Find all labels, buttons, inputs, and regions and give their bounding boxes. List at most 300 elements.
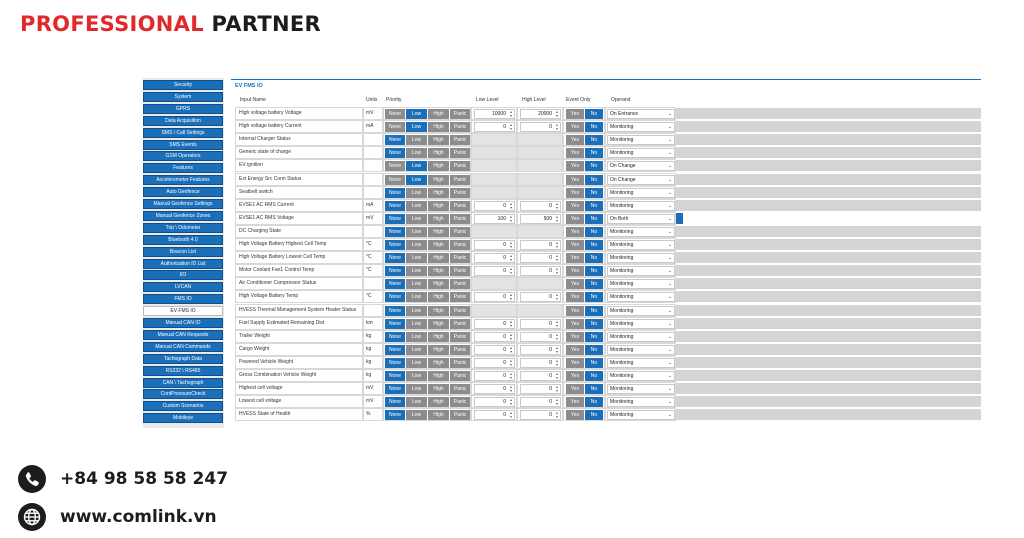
low-level-input[interactable]	[474, 109, 515, 119]
spinner-icon[interactable]: ▴ ▾	[509, 253, 512, 263]
sidebar-item-rs232-rs485[interactable]: RS232 \ RS485	[143, 366, 223, 376]
sidebar-item-gprs[interactable]: GPRS	[143, 104, 223, 114]
operand-cell	[605, 356, 676, 369]
sidebar-item-ev-fms-io[interactable]: EV FMS IO	[143, 306, 223, 316]
operand-select[interactable]	[607, 319, 675, 329]
units-cell: km	[363, 317, 383, 330]
operand-cell	[605, 317, 676, 330]
event-yes-button[interactable]: Yes	[566, 188, 584, 198]
operand-select[interactable]	[607, 135, 675, 145]
low-level-input[interactable]	[474, 266, 515, 276]
priority-low-button[interactable]: Low	[406, 161, 427, 171]
high-level-input[interactable]	[520, 253, 561, 263]
operand-select[interactable]	[607, 201, 675, 211]
event-only-selector	[563, 343, 605, 356]
priority-low-button[interactable]: Low	[406, 135, 427, 145]
operand-select[interactable]	[607, 161, 675, 171]
priority-none-button[interactable]: None	[385, 332, 405, 342]
priority-high-button[interactable]: High	[428, 279, 449, 289]
event-yes-button[interactable]: Yes	[566, 122, 584, 132]
event-yes-button[interactable]: Yes	[566, 266, 584, 276]
units-cell	[363, 159, 383, 172]
spinner-icon[interactable]: ▴ ▾	[555, 318, 558, 328]
spinner-icon[interactable]: ▴ ▾	[555, 384, 558, 394]
priority-selector	[383, 212, 471, 225]
sidebar-item-system[interactable]: System	[143, 92, 223, 102]
priority-none-button[interactable]: None	[385, 345, 405, 355]
low-level-input[interactable]	[474, 358, 515, 368]
priority-low-button[interactable]: Low	[406, 214, 427, 224]
priority-low-button[interactable]: Low	[406, 319, 427, 329]
event-no-button[interactable]: No	[585, 175, 603, 185]
sidebar-item-sms-events[interactable]: SMS Events	[143, 140, 223, 150]
chevron-down-icon: ⌄	[667, 320, 672, 327]
priority-panic-button[interactable]: Panic	[450, 109, 470, 119]
priority-low-button[interactable]: Low	[406, 332, 427, 342]
low-level-input[interactable]	[474, 397, 515, 407]
priority-low-button[interactable]: Low	[406, 253, 427, 263]
event-no-button[interactable]: No	[585, 371, 603, 381]
event-no-button[interactable]: No	[585, 240, 603, 250]
priority-high-button[interactable]: High	[428, 161, 449, 171]
event-only-selector	[563, 120, 605, 133]
low-level-input[interactable]	[474, 319, 515, 329]
priority-none-button[interactable]: None	[385, 292, 405, 302]
priority-high-button[interactable]: High	[428, 201, 449, 211]
event-only-selector	[563, 264, 605, 277]
spinner-icon[interactable]: ▴ ▾	[555, 371, 558, 380]
priority-panic-button[interactable]: Panic	[450, 253, 470, 263]
event-yes-button[interactable]: Yes	[566, 345, 584, 355]
spinner-icon[interactable]: ▴ ▾	[509, 292, 512, 302]
spinner-icon[interactable]: ▴ ▾	[555, 253, 558, 263]
priority-low-button[interactable]: Low	[406, 306, 427, 316]
priority-panic-button[interactable]: Panic	[450, 188, 470, 198]
operand-select[interactable]	[607, 410, 675, 420]
high-level-input[interactable]	[520, 266, 561, 276]
low-level-cell	[471, 343, 517, 356]
priority-high-button[interactable]: High	[428, 345, 449, 355]
sidebar-item-beacon-list[interactable]: Beacon List	[143, 247, 223, 257]
operand-select[interactable]	[607, 109, 675, 119]
event-yes-button[interactable]: Yes	[566, 384, 584, 394]
spinner-icon[interactable]: ▴ ▾	[509, 371, 512, 380]
priority-high-button[interactable]: High	[428, 135, 449, 145]
sidebar-item-sms-call-settings[interactable]: SMS \ Call Settings	[143, 128, 223, 138]
high-level-input[interactable]	[520, 122, 561, 132]
event-no-button[interactable]: No	[585, 332, 603, 342]
spinner-icon[interactable]: ▴ ▾	[555, 331, 558, 341]
low-level-cell	[471, 238, 517, 251]
priority-high-button[interactable]: High	[428, 410, 449, 420]
priority-high-button[interactable]: High	[428, 109, 449, 119]
priority-none-button[interactable]: None	[385, 253, 405, 263]
low-level-cell	[471, 146, 517, 159]
event-no-button[interactable]: No	[585, 410, 603, 420]
priority-low-button[interactable]: Low	[406, 175, 427, 185]
event-yes-button[interactable]: Yes	[566, 292, 584, 302]
priority-low-button[interactable]: Low	[406, 345, 427, 355]
spinner-icon[interactable]: ▴ ▾	[509, 357, 512, 367]
event-no-button[interactable]: No	[585, 122, 603, 132]
operand-value: Monitoring	[610, 320, 634, 327]
priority-panic-button[interactable]: Panic	[450, 358, 470, 368]
row-filler	[676, 409, 981, 420]
priority-high-button[interactable]: High	[428, 306, 449, 316]
units-cell: %	[363, 408, 383, 421]
event-no-button[interactable]: No	[585, 148, 603, 158]
units-cell: mV	[363, 382, 383, 395]
priority-none-button[interactable]: None	[385, 397, 405, 407]
low-level-input[interactable]	[474, 214, 515, 224]
priority-panic-button[interactable]: Panic	[450, 345, 470, 355]
spinner-icon[interactable]: ▴ ▾	[555, 266, 558, 276]
table-row	[235, 369, 981, 382]
sidebar-item-manual-geofence-zones[interactable]: Manual Geofence Zones	[143, 211, 223, 221]
priority-panic-button[interactable]: Panic	[450, 122, 470, 132]
input-name-cell: High Voltage Battery Lowest Cell Temp	[235, 251, 363, 264]
priority-panic-button[interactable]: Panic	[450, 135, 470, 145]
priority-panic-button[interactable]: Panic	[450, 384, 470, 394]
event-no-button[interactable]: No	[585, 214, 603, 224]
priority-high-button[interactable]: High	[428, 332, 449, 342]
event-yes-button[interactable]: Yes	[566, 148, 584, 158]
chevron-down-icon: ⌄	[667, 137, 672, 144]
spinner-icon[interactable]: ▴ ▾	[509, 344, 512, 354]
priority-panic-button[interactable]: Panic	[450, 332, 470, 342]
high-level-input[interactable]	[520, 345, 561, 355]
panel-divider	[231, 79, 981, 80]
operand-select[interactable]	[607, 345, 675, 355]
event-yes-button[interactable]: Yes	[566, 253, 584, 263]
event-yes-button[interactable]: Yes	[566, 319, 584, 329]
operand-select[interactable]	[607, 358, 675, 368]
event-only-selector	[563, 159, 605, 172]
operand-select[interactable]	[607, 122, 675, 132]
priority-panic-button[interactable]: Panic	[450, 306, 470, 316]
operand-select[interactable]	[607, 332, 675, 342]
priority-panic-button[interactable]: Panic	[450, 292, 470, 302]
priority-none-button[interactable]: None	[385, 306, 405, 316]
event-no-button[interactable]: No	[585, 109, 603, 119]
operand-select[interactable]	[607, 384, 675, 394]
event-no-button[interactable]: No	[585, 345, 603, 355]
operand-select[interactable]	[607, 306, 675, 316]
operand-value: Monitoring	[610, 307, 634, 314]
high-level-cell	[517, 212, 563, 225]
priority-low-button[interactable]: Low	[406, 384, 427, 394]
spinner-icon[interactable]: ▴ ▾	[509, 410, 512, 420]
priority-none-button[interactable]: None	[385, 410, 405, 420]
priority-panic-button[interactable]: Panic	[450, 148, 470, 158]
event-no-button[interactable]: No	[585, 306, 603, 316]
priority-high-button[interactable]: High	[428, 266, 449, 276]
event-no-button[interactable]: No	[585, 266, 603, 276]
sidebar-item-fms-io[interactable]: FMS IO	[143, 294, 223, 304]
spinner-icon[interactable]: ▴ ▾	[509, 240, 512, 249]
event-yes-button[interactable]: Yes	[566, 175, 584, 185]
priority-none-button[interactable]: None	[385, 240, 405, 250]
operand-value: Monitoring	[610, 150, 634, 157]
priority-panic-button[interactable]: Panic	[450, 240, 470, 250]
sidebar-item-accelerometer-features[interactable]: Accelerometer Features	[143, 175, 223, 185]
sidebar-item-contpressurecheck[interactable]: ContPressureCheck	[143, 389, 223, 399]
sidebar-item-manual-can-requests[interactable]: Manual CAN Requests	[143, 330, 223, 340]
sidebar-item-security[interactable]: Security	[143, 80, 223, 90]
priority-high-button[interactable]: High	[428, 214, 449, 224]
priority-none-button[interactable]: None	[385, 148, 405, 158]
spinner-icon[interactable]: ▴ ▾	[509, 318, 512, 328]
sidebar-item-i-o[interactable]: I/O	[143, 270, 223, 280]
priority-selector	[383, 238, 471, 251]
low-level-cell	[471, 408, 517, 421]
event-yes-button[interactable]: Yes	[566, 306, 584, 316]
high-level-input[interactable]	[520, 240, 561, 250]
priority-none-button[interactable]: None	[385, 371, 405, 381]
event-yes-button[interactable]: Yes	[566, 109, 584, 119]
priority-high-button[interactable]: High	[428, 384, 449, 394]
event-yes-button[interactable]: Yes	[566, 201, 584, 211]
sidebar-item-can-tachograph[interactable]: CAN \ Tachograph	[143, 378, 223, 388]
spinner-icon[interactable]: ▴ ▾	[555, 357, 558, 367]
priority-low-button[interactable]: Low	[406, 397, 427, 407]
priority-none-button[interactable]: None	[385, 384, 405, 394]
high-level-input[interactable]	[520, 384, 561, 394]
operand-select[interactable]	[607, 188, 675, 198]
input-name-cell: EVSE1 AC RMS Current	[235, 199, 363, 212]
priority-panic-button[interactable]: Panic	[450, 175, 470, 185]
spinner-icon[interactable]: ▴ ▾	[509, 397, 512, 407]
operand-select[interactable]	[607, 397, 675, 407]
priority-panic-button[interactable]: Panic	[450, 201, 470, 211]
low-level-input[interactable]	[474, 292, 515, 302]
high-level-input[interactable]	[520, 292, 561, 302]
priority-high-button[interactable]: High	[428, 371, 449, 381]
priority-low-button[interactable]: Low	[406, 122, 427, 132]
spinner-icon[interactable]: ▴ ▾	[509, 266, 512, 276]
low-level-input[interactable]	[474, 240, 515, 250]
spinner-icon[interactable]: ▴ ▾	[555, 344, 558, 354]
priority-low-button[interactable]: Low	[406, 201, 427, 211]
priority-low-button[interactable]: Low	[406, 109, 427, 119]
priority-none-button[interactable]: None	[385, 122, 405, 132]
low-level-input[interactable]	[474, 122, 515, 132]
priority-high-button[interactable]: High	[428, 358, 449, 368]
priority-none-button[interactable]: None	[385, 201, 405, 211]
priority-low-button[interactable]: Low	[406, 240, 427, 250]
low-level-input[interactable]	[474, 371, 515, 381]
priority-low-button[interactable]: Low	[406, 266, 427, 276]
operand-select[interactable]	[607, 253, 675, 263]
priority-panic-button[interactable]: Panic	[450, 266, 470, 276]
priority-none-button[interactable]: None	[385, 319, 405, 329]
operand-select[interactable]	[607, 240, 675, 250]
sidebar-item-lvcan[interactable]: LVCAN	[143, 282, 223, 292]
sidebar-item-tachograph-data[interactable]: Tachograph Data	[143, 354, 223, 364]
priority-panic-button[interactable]: Panic	[450, 371, 470, 381]
event-yes-button[interactable]: Yes	[566, 332, 584, 342]
low-level-input[interactable]	[474, 332, 515, 342]
high-level-cell	[517, 356, 563, 369]
priority-none-button[interactable]: None	[385, 161, 405, 171]
event-no-button[interactable]: No	[585, 161, 603, 171]
priority-panic-button[interactable]: Panic	[450, 279, 470, 289]
spinner-icon[interactable]: ▴ ▾	[555, 213, 558, 223]
spinner-icon[interactable]: ▴ ▾	[555, 109, 558, 118]
sidebar-item-custom-scenarios[interactable]: Custom Scenarios	[143, 401, 223, 411]
priority-none-button[interactable]: None	[385, 135, 405, 145]
sidebar-item-auto-geofence[interactable]: Auto Geofence	[143, 187, 223, 197]
spinner-icon[interactable]: ▴ ▾	[555, 292, 558, 302]
event-no-button[interactable]: No	[585, 201, 603, 211]
event-yes-button[interactable]: Yes	[566, 410, 584, 420]
event-no-button[interactable]: No	[585, 135, 603, 145]
event-yes-button[interactable]: Yes	[566, 227, 584, 237]
spinner-icon[interactable]: ▴ ▾	[509, 200, 512, 210]
high-level-input[interactable]	[520, 371, 561, 381]
event-no-button[interactable]: No	[585, 188, 603, 198]
low-level-input[interactable]	[474, 201, 515, 211]
priority-none-button[interactable]: None	[385, 214, 405, 224]
priority-high-button[interactable]: High	[428, 148, 449, 158]
priority-selector	[383, 369, 471, 382]
operand-cell	[605, 107, 676, 120]
low-level-cell	[471, 264, 517, 277]
high-level-input[interactable]	[520, 410, 561, 420]
priority-panic-button[interactable]: Panic	[450, 227, 470, 237]
operand-select[interactable]	[607, 148, 675, 158]
event-yes-button[interactable]: Yes	[566, 240, 584, 250]
high-level-input[interactable]	[520, 201, 561, 211]
event-no-button[interactable]: No	[585, 227, 603, 237]
sidebar-item-manual-can-io[interactable]: Manual CAN IO	[143, 318, 223, 328]
event-no-button[interactable]: No	[585, 358, 603, 368]
operand-select[interactable]	[607, 279, 675, 289]
chevron-down-icon: ⌄	[667, 281, 672, 288]
operand-select[interactable]	[607, 214, 675, 224]
priority-high-button[interactable]: High	[428, 188, 449, 198]
priority-panic-button[interactable]: Panic	[450, 319, 470, 329]
priority-low-button[interactable]: Low	[406, 279, 427, 289]
priority-none-button[interactable]: None	[385, 279, 405, 289]
sidebar-item-features[interactable]: Features	[143, 163, 223, 173]
sidebar-item-mobileye[interactable]: Mobileye	[143, 413, 223, 423]
priority-none-button[interactable]: None	[385, 188, 405, 198]
low-level-input[interactable]	[474, 410, 515, 420]
priority-high-button[interactable]: High	[428, 397, 449, 407]
event-yes-button[interactable]: Yes	[566, 371, 584, 381]
low-level-input[interactable]	[474, 253, 515, 263]
priority-high-button[interactable]: High	[428, 253, 449, 263]
priority-panic-button[interactable]: Panic	[450, 214, 470, 224]
operand-select[interactable]	[607, 292, 675, 302]
priority-low-button[interactable]: Low	[406, 292, 427, 302]
priority-high-button[interactable]: High	[428, 292, 449, 302]
operand-select[interactable]	[607, 266, 675, 276]
event-yes-button[interactable]: Yes	[566, 214, 584, 224]
spinner-icon[interactable]: ▴ ▾	[509, 384, 512, 394]
priority-low-button[interactable]: Low	[406, 410, 427, 420]
priority-none-button[interactable]: None	[385, 358, 405, 368]
low-level-input[interactable]	[474, 384, 515, 394]
high-level-cell	[517, 317, 563, 330]
priority-panic-button[interactable]: Panic	[450, 161, 470, 171]
input-name-cell: EV ignition	[235, 159, 363, 172]
row-filler	[676, 370, 981, 381]
priority-low-button[interactable]: Low	[406, 148, 427, 158]
event-no-button[interactable]: No	[585, 253, 603, 263]
sidebar-item-trip-odometer[interactable]: Trip \ Odometer	[143, 223, 223, 233]
high-level-input[interactable]	[520, 109, 561, 119]
priority-none-button[interactable]: None	[385, 175, 405, 185]
low-level-input[interactable]	[474, 345, 515, 355]
event-no-button[interactable]: No	[585, 292, 603, 302]
priority-none-button[interactable]: None	[385, 266, 405, 276]
event-yes-button[interactable]: Yes	[566, 161, 584, 171]
priority-high-button[interactable]: High	[428, 122, 449, 132]
priority-high-button[interactable]: High	[428, 240, 449, 250]
event-yes-button[interactable]: Yes	[566, 358, 584, 368]
priority-high-button[interactable]: High	[428, 319, 449, 329]
event-yes-button[interactable]: Yes	[566, 135, 584, 145]
priority-panic-button[interactable]: Panic	[450, 410, 470, 420]
event-no-button[interactable]: No	[585, 384, 603, 394]
priority-high-button[interactable]: High	[428, 227, 449, 237]
high-level-input[interactable]	[520, 214, 561, 224]
priority-high-button[interactable]: High	[428, 175, 449, 185]
priority-none-button[interactable]: None	[385, 227, 405, 237]
sidebar-item-data-acquisition[interactable]: Data Acquisition	[143, 116, 223, 126]
sidebar-item-authorization-id-list[interactable]: Authorization ID List	[143, 259, 223, 269]
spinner-icon[interactable]: ▴ ▾	[509, 109, 512, 118]
high-level-input[interactable]	[520, 319, 561, 329]
priority-none-button[interactable]: None	[385, 109, 405, 119]
event-yes-button[interactable]: Yes	[566, 279, 584, 289]
priority-low-button[interactable]: Low	[406, 188, 427, 198]
spinner-icon[interactable]: ▴ ▾	[555, 410, 558, 420]
spinner-icon[interactable]: ▴ ▾	[509, 213, 512, 223]
spinner-icon[interactable]: ▴ ▾	[555, 240, 558, 249]
operand-select[interactable]	[607, 371, 675, 381]
event-yes-button[interactable]: Yes	[566, 397, 584, 407]
event-no-button[interactable]: No	[585, 319, 603, 329]
operand-select[interactable]	[607, 227, 675, 237]
event-no-button[interactable]: No	[585, 279, 603, 289]
spinner-icon[interactable]: ▴ ▾	[509, 331, 512, 341]
high-level-input[interactable]	[520, 332, 561, 342]
priority-low-button[interactable]: Low	[406, 358, 427, 368]
event-no-button[interactable]: No	[585, 397, 603, 407]
priority-panic-button[interactable]: Panic	[450, 397, 470, 407]
units-cell: kg	[363, 356, 383, 369]
priority-low-button[interactable]: Low	[406, 371, 427, 381]
sidebar-item-bluetooth-4-0[interactable]: Bluetooth 4.0	[143, 235, 223, 245]
spinner-icon[interactable]: ▴ ▾	[555, 122, 558, 132]
high-level-input[interactable]	[520, 397, 561, 407]
website-link[interactable]: www.comlink.vn	[60, 507, 217, 527]
spinner-icon[interactable]: ▴ ▾	[555, 200, 558, 210]
spinner-icon[interactable]: ▴ ▾	[509, 122, 512, 132]
units-cell: °C	[363, 251, 383, 264]
high-level-input[interactable]	[520, 358, 561, 368]
sidebar-item-manual-geofence-settings[interactable]: Manual Geofence Settings	[143, 199, 223, 209]
priority-low-button[interactable]: Low	[406, 227, 427, 237]
sidebar-item-manual-can-commands[interactable]: Manual CAN Commands	[143, 342, 223, 352]
sidebar-item-gsm-operators[interactable]: GSM Operators	[143, 151, 223, 161]
input-name-cell: High voltage battery Voltage	[235, 107, 363, 120]
operand-select[interactable]	[607, 175, 675, 185]
spinner-icon[interactable]: ▴ ▾	[555, 397, 558, 407]
